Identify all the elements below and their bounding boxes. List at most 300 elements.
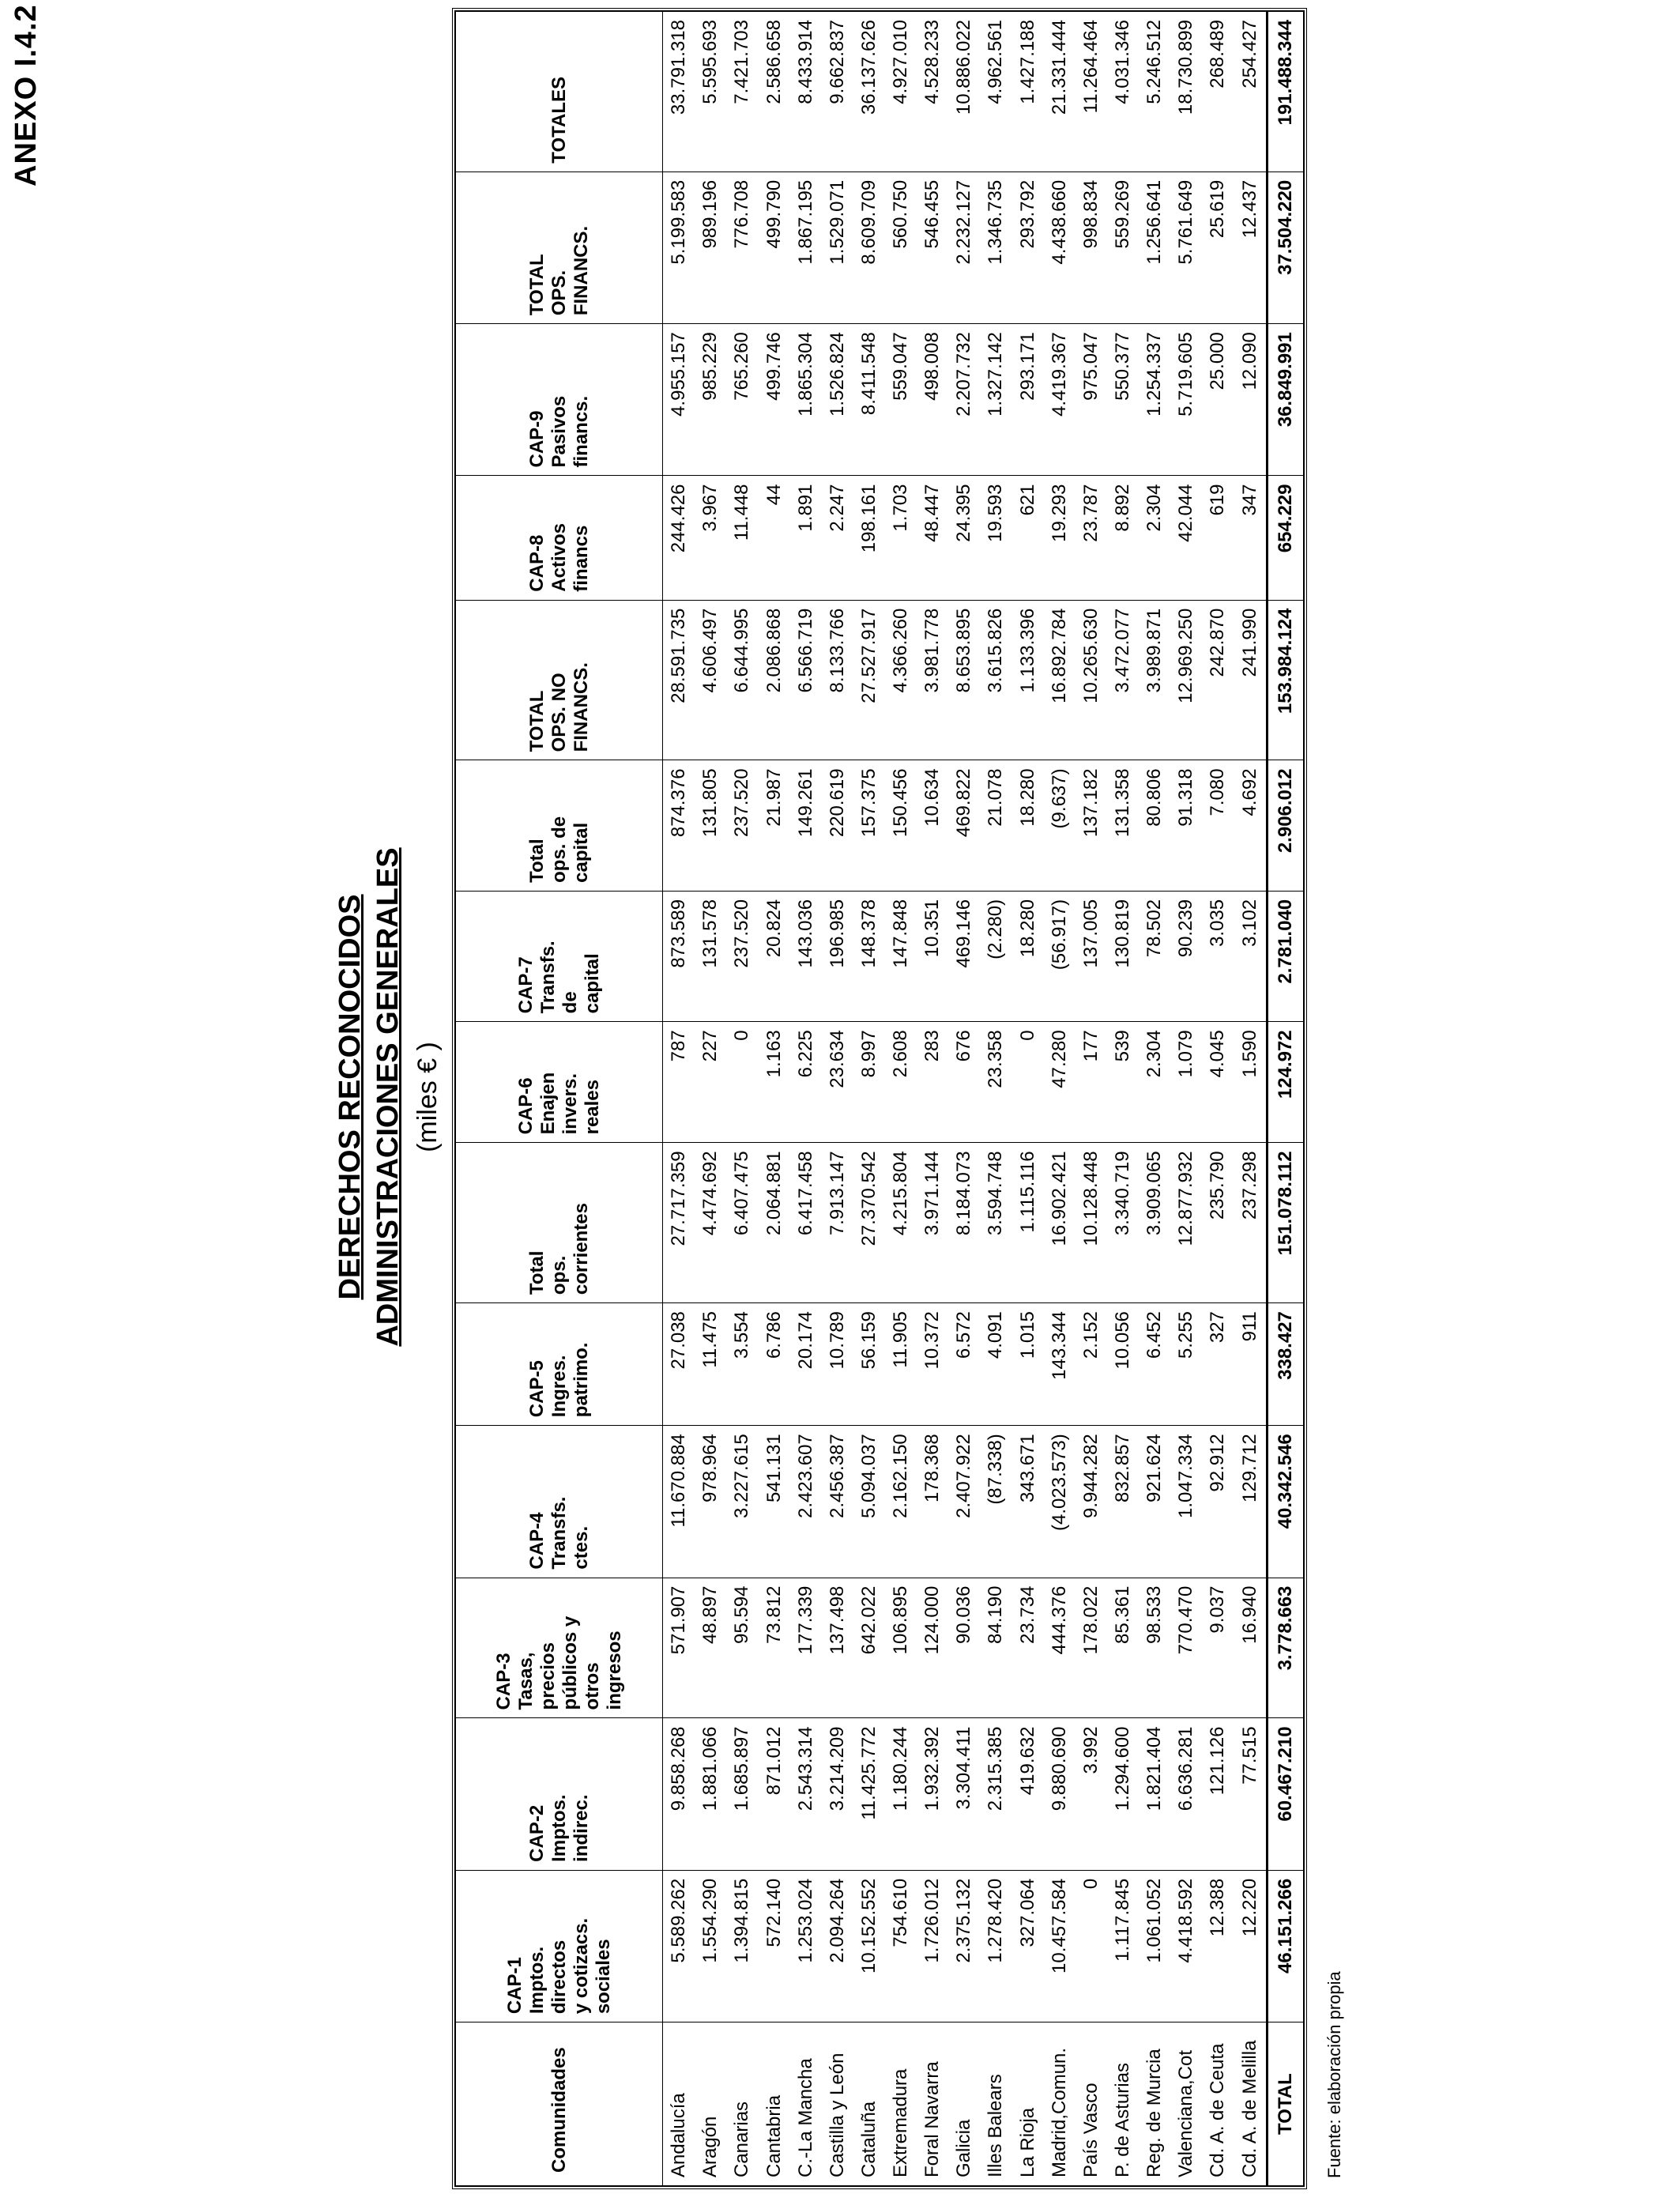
value-cell: 4.692 — [1234, 760, 1267, 891]
value-cell: 3.594.748 — [980, 1143, 1011, 1303]
value-cell: 16.902.421 — [1044, 1143, 1075, 1303]
value-cell: 237.520 — [726, 760, 758, 891]
value-cell: 3.981.778 — [917, 600, 948, 760]
value-cell: 147.848 — [885, 891, 917, 1021]
value-cell: 3.472.077 — [1107, 600, 1139, 760]
table-row — [1075, 12, 1107, 2186]
value-cell: 921.624 — [1139, 1426, 1170, 1578]
total-cell: 37.504.220 — [1268, 172, 1304, 323]
value-cell: 2.407.922 — [948, 1426, 980, 1578]
value-cell: 1.867.195 — [790, 172, 822, 323]
column-header — [456, 1303, 663, 1426]
value-cell: 25.000 — [1202, 324, 1234, 476]
value-cell: 44 — [758, 476, 789, 600]
column-header-line: CAP-5 — [525, 1360, 548, 1418]
community-name: País Vasco — [1075, 2022, 1107, 2186]
value-cell: 4.606.497 — [695, 600, 726, 760]
value-cell: 0 — [726, 1022, 758, 1143]
value-cell: 149.261 — [790, 760, 822, 891]
column-header-line: ctes. — [570, 1525, 592, 1570]
value-cell: 10.128.448 — [1075, 1143, 1107, 1303]
value-cell: 2.064.881 — [758, 1143, 789, 1303]
total-cell: 338.427 — [1268, 1303, 1304, 1426]
column-header-line: CAP-8 — [525, 534, 548, 592]
value-cell: 16.892.784 — [1044, 600, 1075, 760]
value-cell: 283 — [917, 1022, 948, 1143]
value-cell: 1.278.420 — [980, 1870, 1011, 2022]
value-cell: 178.368 — [917, 1426, 948, 1578]
value-cell: 11.425.772 — [853, 1718, 885, 1870]
column-header-line: Tasas, — [514, 1652, 537, 1710]
value-cell: 78.502 — [1139, 891, 1170, 1021]
value-cell: 9.880.690 — [1044, 1718, 1075, 1870]
value-cell: 148.378 — [853, 891, 885, 1021]
value-cell: 1.703 — [885, 476, 917, 600]
value-cell: (2.280) — [980, 891, 1011, 1021]
value-cell: 469.146 — [948, 891, 980, 1021]
value-cell: 47.280 — [1044, 1022, 1075, 1143]
value-cell: 546.455 — [917, 172, 948, 323]
value-cell: 6.786 — [758, 1303, 789, 1426]
value-cell: 1.061.052 — [1139, 1870, 1170, 2022]
column-header-line: OPS. NO — [548, 673, 570, 752]
value-cell: 560.750 — [885, 172, 917, 323]
value-cell: 227 — [695, 1022, 726, 1143]
value-cell: 73.812 — [758, 1578, 789, 1718]
value-cell: 12.877.932 — [1170, 1143, 1202, 1303]
table-body — [663, 12, 1268, 2186]
value-cell: 220.619 — [822, 760, 853, 891]
table-row — [853, 12, 885, 2186]
value-cell: 10.265.630 — [1075, 600, 1107, 760]
table-row — [663, 12, 695, 2186]
value-cell: 4.091 — [980, 1303, 1011, 1426]
column-header-line: FINANCS. — [570, 225, 592, 316]
column-header-line: Transfs. — [537, 941, 559, 1014]
value-cell: 754.610 — [885, 1870, 917, 2022]
value-cell: 137.005 — [1075, 891, 1107, 1021]
value-cell: 2.304 — [1139, 476, 1170, 600]
value-cell: 4.528.233 — [917, 12, 948, 172]
value-cell: 2.086.868 — [758, 600, 789, 760]
community-name: C.-La Mancha — [790, 2022, 822, 2186]
value-cell: 3.227.615 — [726, 1426, 758, 1578]
column-header-line: directos — [548, 1940, 570, 2015]
total-cell: 191.488.344 — [1268, 12, 1304, 172]
value-cell: 4.955.157 — [663, 324, 695, 476]
community-name: Reg. de Murcia — [1139, 2022, 1170, 2186]
value-cell: 2.375.132 — [948, 1870, 980, 2022]
column-header-line: CAP-7 — [514, 956, 537, 1014]
value-cell: 12.388 — [1202, 1870, 1234, 2022]
value-cell: 985.229 — [695, 324, 726, 476]
value-cell: 143.036 — [790, 891, 822, 1021]
column-header-line: capital — [581, 953, 603, 1014]
value-cell: 1.133.396 — [1011, 600, 1043, 760]
value-cell: 1.427.188 — [1011, 12, 1043, 172]
value-cell: 244.426 — [663, 476, 695, 600]
column-header-line: Comunidades — [548, 2047, 570, 2173]
table-row — [980, 12, 1011, 2186]
value-cell: 12.437 — [1234, 172, 1267, 323]
value-cell: 572.140 — [758, 1870, 789, 2022]
total-label: TOTAL — [1268, 2022, 1304, 2186]
value-cell: 1.015 — [1011, 1303, 1043, 1426]
value-cell: 18.730.899 — [1170, 12, 1202, 172]
value-cell: 85.361 — [1107, 1578, 1139, 1718]
value-cell: 10.372 — [917, 1303, 948, 1426]
value-cell: 1.394.815 — [726, 1870, 758, 2022]
value-cell: 25.619 — [1202, 172, 1234, 323]
value-cell: 21.331.444 — [1044, 12, 1075, 172]
table-row — [1170, 12, 1202, 2186]
value-cell: 92.912 — [1202, 1426, 1234, 1578]
value-cell: 19.293 — [1044, 476, 1075, 600]
value-cell: (9.637) — [1044, 760, 1075, 891]
column-header-line: invers. — [559, 1073, 581, 1135]
value-cell: 11.905 — [885, 1303, 917, 1426]
value-cell: 1.254.337 — [1139, 324, 1170, 476]
value-cell: 10.457.584 — [1044, 1870, 1075, 2022]
annex-label: ANEXO I.4.2 — [9, 4, 43, 187]
column-header-line: y cotizacs. — [570, 1917, 592, 2015]
value-cell: 95.594 — [726, 1578, 758, 1718]
value-cell: 4.418.592 — [1170, 1870, 1202, 2022]
column-header — [456, 324, 663, 476]
value-cell: 2.247 — [822, 476, 853, 600]
value-cell: 293.792 — [1011, 172, 1043, 323]
column-header — [456, 760, 663, 891]
value-cell: 1.821.404 — [1139, 1718, 1170, 1870]
value-cell: 106.895 — [885, 1578, 917, 1718]
value-cell: 5.199.583 — [663, 172, 695, 323]
value-cell: 1.526.824 — [822, 324, 853, 476]
table-row — [1202, 12, 1234, 2186]
value-cell: 2.423.607 — [790, 1426, 822, 1578]
value-cell: 2.456.387 — [822, 1426, 853, 1578]
value-cell: 12.090 — [1234, 324, 1267, 476]
value-cell: 27.370.542 — [853, 1143, 885, 1303]
value-cell: 3.615.826 — [980, 600, 1011, 760]
value-cell: 1.932.392 — [917, 1718, 948, 1870]
value-cell: 541.131 — [758, 1426, 789, 1578]
value-cell: 42.044 — [1170, 476, 1202, 600]
total-cell: 36.849.991 — [1268, 324, 1304, 476]
value-cell: 177.339 — [790, 1578, 822, 1718]
value-cell: 10.789 — [822, 1303, 853, 1426]
value-cell: 137.182 — [1075, 760, 1107, 891]
value-cell: 1.256.641 — [1139, 172, 1170, 323]
community-name: Illes Balears — [980, 2022, 1011, 2186]
value-cell: 1.180.244 — [885, 1718, 917, 1870]
value-cell: 619 — [1202, 476, 1234, 600]
column-header-line: financs. — [570, 395, 592, 468]
value-cell: 3.992 — [1075, 1718, 1107, 1870]
table-row — [1234, 12, 1267, 2186]
value-cell: 444.376 — [1044, 1578, 1075, 1718]
value-cell: 98.533 — [1139, 1578, 1170, 1718]
value-cell: 20.824 — [758, 891, 789, 1021]
value-cell: 1.327.142 — [980, 324, 1011, 476]
value-cell: 8.892 — [1107, 476, 1139, 600]
value-cell: 121.126 — [1202, 1718, 1234, 1870]
value-cell: 12.220 — [1234, 1870, 1267, 2022]
value-cell: 48.897 — [695, 1578, 726, 1718]
value-cell: 143.344 — [1044, 1303, 1075, 1426]
value-cell: 33.791.318 — [663, 12, 695, 172]
column-header-line: Transfs. — [548, 1496, 570, 1570]
value-cell: 4.927.010 — [885, 12, 917, 172]
community-name: Castilla y León — [822, 2022, 853, 2186]
column-header-line: ops. de — [548, 816, 570, 883]
value-cell: 343.671 — [1011, 1426, 1043, 1578]
total-cell: 124.972 — [1268, 1022, 1304, 1143]
value-cell: 150.456 — [885, 760, 917, 891]
total-cell: 2.906.012 — [1268, 760, 1304, 891]
total-row — [1268, 12, 1304, 2186]
column-header-line: CAP-1 — [503, 1957, 525, 2015]
value-cell: 27.717.359 — [663, 1143, 695, 1303]
value-cell: 3.967 — [695, 476, 726, 600]
value-cell: 7.421.703 — [726, 12, 758, 172]
value-cell: 499.790 — [758, 172, 789, 323]
title-line-1: DERECHOS RECONOCIDOS — [333, 894, 367, 1300]
column-header-line: otros — [581, 1662, 603, 1710]
value-cell: 4.474.692 — [695, 1143, 726, 1303]
value-cell: 347 — [1234, 476, 1267, 600]
table-row — [917, 12, 948, 2186]
community-name: Cantabria — [758, 2022, 789, 2186]
total-cell: 2.781.040 — [1268, 891, 1304, 1021]
column-header — [456, 2022, 663, 2186]
value-cell: 1.881.066 — [695, 1718, 726, 1870]
value-cell: 1.346.735 — [980, 172, 1011, 323]
column-header-line: ingresos — [603, 1630, 625, 1710]
column-header — [456, 476, 663, 600]
value-cell: 978.964 — [695, 1426, 726, 1578]
column-header-line: OPS. — [548, 270, 570, 316]
value-cell: 989.196 — [695, 172, 726, 323]
value-cell: 8.133.766 — [822, 600, 853, 760]
value-cell: 131.358 — [1107, 760, 1139, 891]
value-cell: 911 — [1234, 1303, 1267, 1426]
value-cell: 1.590 — [1234, 1022, 1267, 1143]
total-cell: 60.467.210 — [1268, 1718, 1304, 1870]
value-cell: 571.907 — [663, 1578, 695, 1718]
value-cell: 539 — [1107, 1022, 1139, 1143]
value-cell: 131.805 — [695, 760, 726, 891]
community-name: Extremadura — [885, 2022, 917, 2186]
value-cell: 36.137.626 — [853, 12, 885, 172]
table-row — [758, 12, 789, 2186]
column-header — [456, 1578, 663, 1718]
value-cell: 48.447 — [917, 476, 948, 600]
column-header-line: Total — [525, 1250, 548, 1295]
value-cell: 559.269 — [1107, 172, 1139, 323]
value-cell: 3.340.719 — [1107, 1143, 1139, 1303]
value-cell: 1.163 — [758, 1022, 789, 1143]
value-cell: 871.012 — [758, 1718, 789, 1870]
value-cell: 4.962.561 — [980, 12, 1011, 172]
column-header — [456, 1426, 663, 1578]
column-header-line: capital — [570, 822, 592, 883]
value-cell: 254.427 — [1234, 12, 1267, 172]
value-cell: 131.578 — [695, 891, 726, 1021]
value-cell: 498.008 — [917, 324, 948, 476]
column-header-line: de — [559, 991, 581, 1014]
value-cell: 11.264.464 — [1075, 12, 1107, 172]
value-cell: 23.734 — [1011, 1578, 1043, 1718]
table-row — [1011, 12, 1043, 2186]
total-cell: 153.984.124 — [1268, 600, 1304, 760]
column-header — [456, 12, 663, 172]
value-cell: 10.886.022 — [948, 12, 980, 172]
column-header — [456, 1022, 663, 1143]
value-cell: 9.858.268 — [663, 1718, 695, 1870]
value-cell: 787 — [663, 1022, 695, 1143]
value-cell: 6.452 — [1139, 1303, 1170, 1426]
column-header-line: CAP-9 — [525, 410, 548, 468]
value-cell: 90.036 — [948, 1578, 980, 1718]
title-line-2: ADMINISTRACIONES GENERALES — [371, 847, 405, 1347]
value-cell: 237.520 — [726, 891, 758, 1021]
table-row — [822, 12, 853, 2186]
column-header-line: TOTALES — [548, 77, 570, 164]
value-cell: 84.190 — [980, 1578, 1011, 1718]
value-cell: 18.280 — [1011, 891, 1043, 1021]
value-cell: 18.280 — [1011, 760, 1043, 891]
value-cell: 873.589 — [663, 891, 695, 1021]
column-header-line: Imptos. — [548, 1794, 570, 1862]
value-cell: 157.375 — [853, 760, 885, 891]
value-cell: 3.909.065 — [1139, 1143, 1170, 1303]
value-cell: 2.094.264 — [822, 1870, 853, 2022]
column-header — [456, 600, 663, 760]
table-row — [726, 12, 758, 2186]
derechos-table — [455, 11, 1304, 2186]
value-cell: 1.079 — [1170, 1022, 1202, 1143]
value-cell: 7.080 — [1202, 760, 1234, 891]
column-header — [456, 1143, 663, 1303]
community-name: Cataluña — [853, 2022, 885, 2186]
column-header-line: públicos y — [559, 1615, 581, 1710]
community-name: Madrid,Comun. — [1044, 2022, 1075, 2186]
value-cell: 130.819 — [1107, 891, 1139, 1021]
value-cell: 1.529.071 — [822, 172, 853, 323]
column-header-line: Activos — [548, 522, 570, 592]
value-cell: 3.214.209 — [822, 1718, 853, 1870]
value-cell: 7.913.147 — [822, 1143, 853, 1303]
value-cell: 499.746 — [758, 324, 789, 476]
column-header-line: precios — [537, 1642, 559, 1710]
value-cell: 975.047 — [1075, 324, 1107, 476]
value-cell: 241.990 — [1234, 600, 1267, 760]
value-cell: 621 — [1011, 476, 1043, 600]
column-header-line: indirec. — [570, 1794, 592, 1862]
table-row — [1139, 12, 1170, 2186]
value-cell: 469.822 — [948, 760, 980, 891]
value-cell: 765.260 — [726, 324, 758, 476]
column-header-line: sociales — [592, 1939, 614, 2015]
column-header — [456, 1870, 663, 2022]
value-cell: 4.045 — [1202, 1022, 1234, 1143]
value-cell: 1.891 — [790, 476, 822, 600]
value-cell: 237.298 — [1234, 1143, 1267, 1303]
value-cell: 2.608 — [885, 1022, 917, 1143]
value-cell: 5.094.037 — [853, 1426, 885, 1578]
value-cell: 177 — [1075, 1022, 1107, 1143]
value-cell: 12.969.250 — [1170, 600, 1202, 760]
value-cell: 4.215.804 — [885, 1143, 917, 1303]
value-cell: 1.047.334 — [1170, 1426, 1202, 1578]
value-cell: 9.944.282 — [1075, 1426, 1107, 1578]
value-cell: 6.636.281 — [1170, 1718, 1202, 1870]
value-cell: 90.239 — [1170, 891, 1202, 1021]
community-name: Andalucía — [663, 2022, 695, 2186]
community-name: Canarias — [726, 2022, 758, 2186]
value-cell: 178.022 — [1075, 1578, 1107, 1718]
total-cell: 46.151.266 — [1268, 1870, 1304, 2022]
value-cell: 11.475 — [695, 1303, 726, 1426]
value-cell: 550.377 — [1107, 324, 1139, 476]
value-cell: 137.498 — [822, 1578, 853, 1718]
value-cell: (56.917) — [1044, 891, 1075, 1021]
source-note: Fuente: elaboración propia — [1324, 1971, 1344, 2178]
column-header-line: reales — [581, 1079, 603, 1135]
value-cell: 1.117.845 — [1107, 1870, 1139, 2022]
column-header-line: Enajen — [537, 1072, 559, 1135]
value-cell: 9.662.837 — [822, 12, 853, 172]
value-cell: 8.433.914 — [790, 12, 822, 172]
value-cell: 1.115.116 — [1011, 1143, 1043, 1303]
value-cell: 124.000 — [917, 1578, 948, 1718]
community-name: Galicia — [948, 2022, 980, 2186]
total-cell: 40.342.546 — [1268, 1426, 1304, 1578]
header-row — [456, 12, 663, 2186]
value-cell: 11.448 — [726, 476, 758, 600]
value-cell: 56.159 — [853, 1303, 885, 1426]
value-cell: 1.554.290 — [695, 1870, 726, 2022]
community-name: La Rioja — [1011, 2022, 1043, 2186]
value-cell: 77.515 — [1234, 1718, 1267, 1870]
value-cell: 10.152.552 — [853, 1870, 885, 2022]
column-header-line: FINANCS. — [570, 662, 592, 752]
value-cell: 196.985 — [822, 891, 853, 1021]
table-row — [790, 12, 822, 2186]
value-cell: 27.038 — [663, 1303, 695, 1426]
value-cell: 23.787 — [1075, 476, 1107, 600]
value-cell: 24.395 — [948, 476, 980, 600]
value-cell: 5.255 — [1170, 1303, 1202, 1426]
total-cell: 151.078.112 — [1268, 1143, 1304, 1303]
column-header-line: TOTAL — [525, 254, 548, 316]
value-cell: 4.366.260 — [885, 600, 917, 760]
column-header-line: Imptos. — [525, 1946, 548, 2015]
value-cell: 3.971.144 — [917, 1143, 948, 1303]
value-cell: 23.358 — [980, 1022, 1011, 1143]
total-cell: 3.778.663 — [1268, 1578, 1304, 1718]
value-cell: 3.102 — [1234, 891, 1267, 1021]
value-cell: 80.806 — [1139, 760, 1170, 891]
value-cell: 327 — [1202, 1303, 1234, 1426]
value-cell: 3.989.871 — [1139, 600, 1170, 760]
table-frame — [452, 8, 1307, 2189]
value-cell: 6.225 — [790, 1022, 822, 1143]
value-cell: 5.761.649 — [1170, 172, 1202, 323]
value-cell: 1.865.304 — [790, 324, 822, 476]
value-cell: 559.047 — [885, 324, 917, 476]
column-header — [456, 1718, 663, 1870]
